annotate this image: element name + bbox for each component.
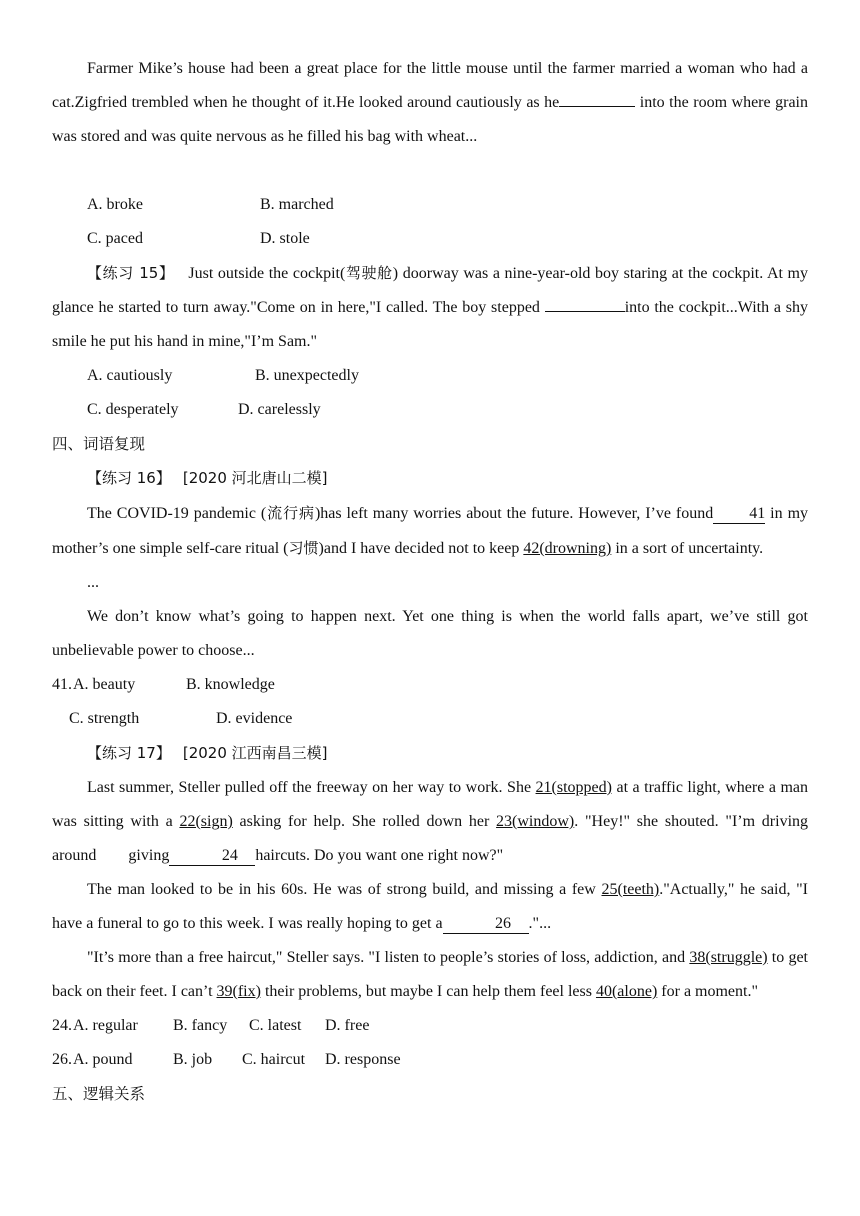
option-d: D. carelessly	[238, 401, 321, 418]
exercise-16-source: [2020 河北唐山二模]	[182, 469, 328, 487]
exercise-16-text-5: in a sort of uncertainty.	[611, 540, 764, 557]
text: asking for help. She rolled down her	[232, 813, 497, 830]
exercise-16-label: 【练习 16】	[87, 469, 171, 487]
passage-14-text-1: Farmer Mike’s house had been a great place for the little mouse until the farmer married a woman who had a cat.Zigfried trembled when he thought of it.He looked around cautiously as he	[52, 60, 808, 111]
option-b: B. marched	[260, 196, 334, 213]
exercise-15-text-3: into the cockpit...With a shy smile he put his hand in mine,"I’m Sam."	[52, 299, 808, 350]
option-b: B. knowledge	[186, 676, 275, 693]
option-a: A. regular	[73, 1017, 138, 1034]
options-row	[52, 702, 808, 736]
section-4-heading: 四、词语复现	[52, 435, 146, 453]
ellipsis: ...	[87, 574, 99, 591]
text: "It’s more than a free haircut," Steller says. "I listen to people’s stories of loss, addiction, and	[87, 949, 690, 966]
option-a: A. beauty	[73, 676, 136, 693]
option-b: B. fancy	[173, 1017, 228, 1034]
chinese-gloss: 驾驶舱	[345, 264, 393, 282]
text: to get back on their feet. I can’t	[52, 949, 809, 1000]
option-d: D. free	[325, 1017, 370, 1034]
blank-41: 41	[713, 505, 765, 524]
option-a: A. cautiously	[87, 367, 173, 384]
underlined-word-21: 21(stopped)	[535, 779, 612, 796]
options-row	[52, 393, 808, 427]
exercise-16-paragraph	[52, 496, 808, 566]
underlined-word-25: 25(teeth)	[601, 881, 660, 898]
text: . "Hey!" she shouted. "I’m driving around giving	[52, 813, 813, 864]
option-d: D. response	[325, 1051, 401, 1068]
underlined-word-42: 42(drowning)	[523, 540, 612, 557]
underlined-word-38: 38(struggle)	[689, 949, 768, 966]
option-c: C. desperately	[87, 401, 179, 418]
text: their problems, but maybe I can help them feel less	[260, 983, 596, 1000]
option-d: D. evidence	[216, 710, 293, 727]
exercise-16-text-1: The COVID-19 pandemic (	[87, 505, 267, 522]
spacer	[52, 154, 808, 188]
exercise-17-heading	[52, 736, 808, 771]
option-a: A. broke	[87, 196, 143, 213]
exercise-15-paragraph	[52, 256, 808, 359]
exercise-16-paragraph-2: We don’t know what’s going to happen next. Yet one thing is when the world falls apart, we’ve still got unbelievable power to choose...	[52, 608, 808, 659]
options-row	[52, 188, 808, 222]
question-number-26: 26.	[52, 1051, 72, 1068]
options-row	[52, 1009, 808, 1043]
text: The man looked to be in his 60s. He was of strong build, and missing a few	[87, 881, 602, 898]
option-d: D. stole	[260, 230, 310, 247]
chinese-gloss: 习惯	[288, 539, 319, 557]
options-row	[52, 1043, 808, 1077]
option-c: C. haircut	[242, 1051, 306, 1068]
exercise-16-heading	[52, 461, 808, 496]
exercise-15-text-1: Just outside the cockpit(	[188, 265, 346, 282]
question-number-24: 24.	[52, 1017, 72, 1034]
exercise-17-paragraph-1	[52, 771, 813, 873]
exercise-17-source: [2020 江西南昌三模]	[182, 744, 328, 762]
options-row	[52, 668, 808, 702]
question-number-41: 41.	[52, 676, 72, 693]
option-b: B. unexpectedly	[255, 367, 359, 384]
underlined-word-39: 39(fix)	[216, 983, 261, 1000]
text: at a traffic light, where a man was sitting with a	[52, 779, 812, 830]
passage-14-text-2: into the room where grain was stored and was quite nervous as he filled his bag with wheat...	[52, 94, 808, 145]
answer-blank	[559, 88, 635, 107]
exercise-16-text-3: in my mother’s one simple self-care ritual (	[52, 505, 809, 557]
options-row	[52, 222, 808, 256]
exercise-17-paragraph-2	[52, 873, 808, 941]
exercise-15-label: 【练习 15】	[87, 264, 175, 282]
section-5-heading: 五、逻辑关系	[52, 1085, 146, 1103]
exercise-16-text-4: )and I have decided not to keep	[318, 540, 524, 557]
text: ."...	[528, 915, 552, 932]
text: haircuts. Do you want one right now?"	[255, 847, 504, 864]
blank-26: 26	[443, 915, 529, 934]
exercise-16-text-2: )has left many worries about the future. However, I’ve found	[314, 505, 714, 522]
text: Last summer, Steller pulled off the freeway on her way to work. She	[87, 779, 536, 796]
text: ."Actually," he said, "I have a funeral to go to this week. I was really hoping to get a	[52, 881, 809, 932]
underlined-word-23: 23(window)	[496, 813, 575, 830]
option-a: A. pound	[73, 1051, 133, 1068]
chinese-gloss: 流行病	[266, 504, 315, 522]
exercise-17-paragraph-3	[52, 941, 808, 1009]
answer-blank	[545, 293, 625, 312]
options-row	[52, 359, 808, 393]
option-c: C. paced	[87, 230, 143, 247]
text: for a moment."	[657, 983, 759, 1000]
passage-14-paragraph	[52, 52, 808, 154]
underlined-word-22: 22(sign)	[179, 813, 233, 830]
document-page	[52, 52, 813, 1111]
exercise-15-text-2: ) doorway was a nine-year-old boy staring at the cockpit. At my glance he started to turn away."Come on in here,"I called. The boy stepped	[52, 265, 809, 316]
option-c: C. strength	[69, 710, 140, 727]
option-c: C. latest	[249, 1017, 302, 1034]
option-b: B. job	[173, 1051, 213, 1068]
blank-24: 24	[169, 847, 255, 866]
exercise-17-label: 【练习 17】	[87, 744, 171, 762]
underlined-word-40: 40(alone)	[595, 983, 658, 1000]
